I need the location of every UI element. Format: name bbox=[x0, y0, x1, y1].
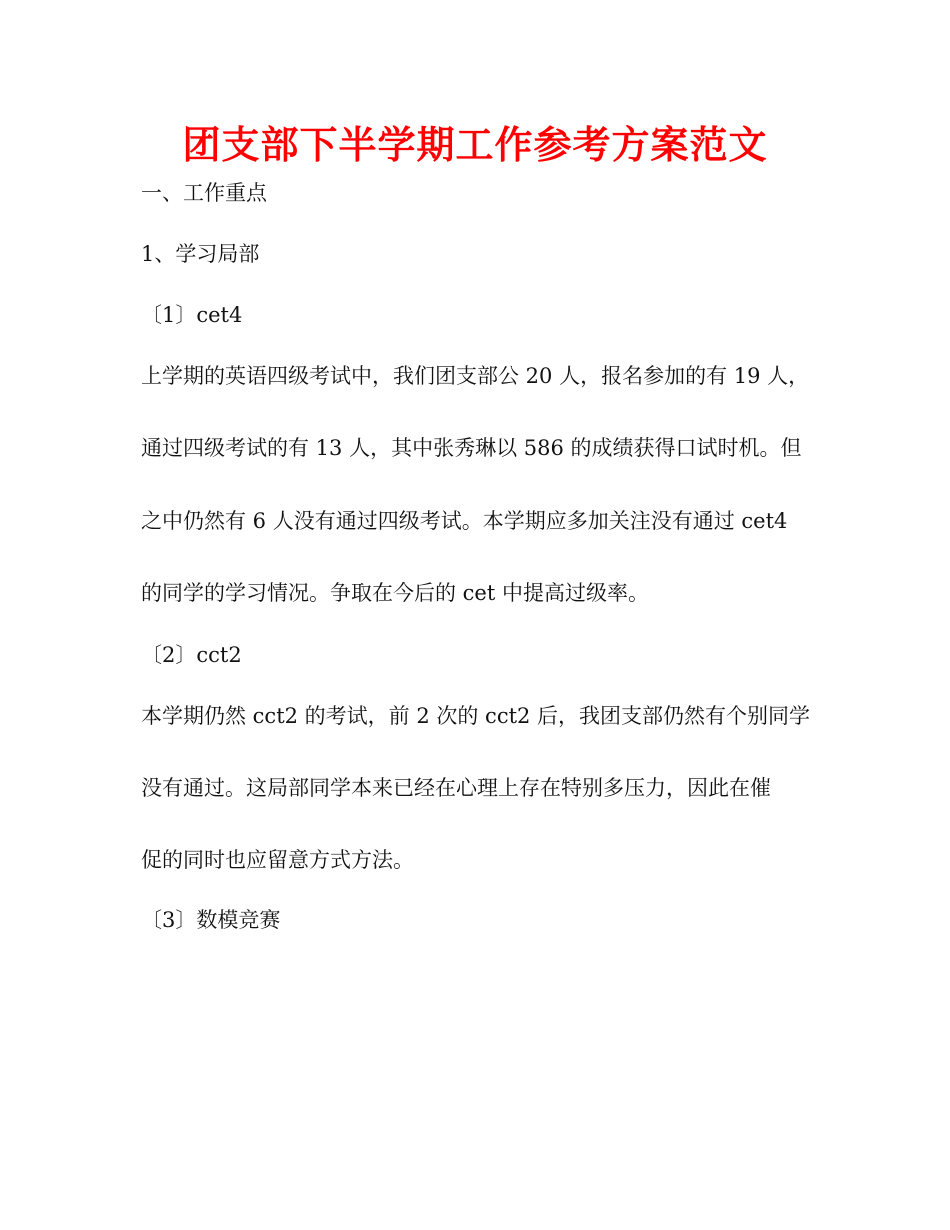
paragraph-line: 本学期仍然 cct2 的考试，前 2 次的 cct2 后，我团支部仍然有个别同学 bbox=[141, 704, 811, 728]
item-heading-math-modeling: 〔3〕数模竞赛 bbox=[141, 908, 281, 932]
paragraph-line: 没有通过。这局部同学本来已经在心理上存在特别多压力，因此在催 bbox=[141, 776, 771, 800]
item-heading-cct2: 〔2〕cct2 bbox=[141, 643, 242, 667]
paragraph-line: 的同学的学习情况。争取在今后的 cet 中提高过级率。 bbox=[141, 581, 649, 605]
paragraph-line: 之中仍然有 6 人没有通过四级考试。本学期应多加关注没有通过 cet4 bbox=[141, 509, 788, 533]
document-title: 团支部下半学期工作参考方案范文 bbox=[182, 123, 768, 167]
paragraph-line: 促的同时也应留意方式方法。 bbox=[141, 848, 414, 872]
item-heading-cet4: 〔1〕cet4 bbox=[141, 303, 243, 327]
subsection-heading: 1、学习局部 bbox=[141, 242, 260, 266]
section-heading: 一、工作重点 bbox=[141, 181, 267, 205]
paragraph-line: 通过四级考试的有 13 人，其中张秀琳以 586 的成绩获得口试时机。但 bbox=[141, 436, 802, 460]
paragraph-line: 上学期的英语四级考试中，我们团支部公 20 人，报名参加的有 19 人， bbox=[141, 364, 810, 388]
